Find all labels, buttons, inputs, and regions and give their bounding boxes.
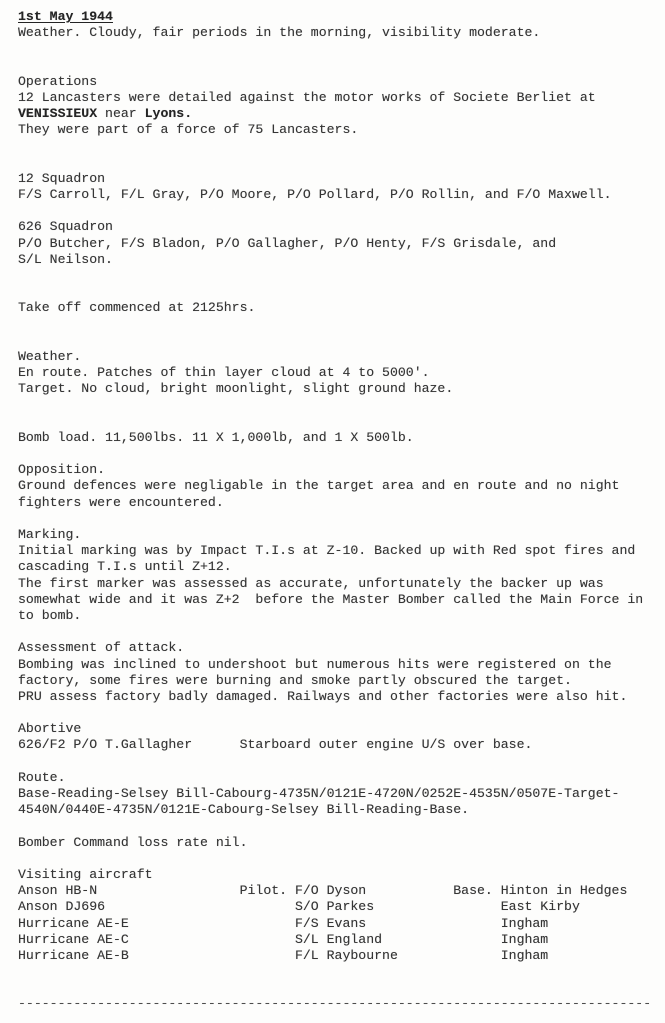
blank-line <box>18 284 665 300</box>
opposition-heading: Opposition. <box>18 462 106 478</box>
abortive-heading: Abortive <box>18 721 82 737</box>
operations-detail-line: 12 Lancasters were detailed against the motor works of Societe Berliet at <box>18 89 596 105</box>
bomb-load-line: Bomb load. 11,500lbs. 11 X 1,000lb, and 1 X 500lb. <box>18 429 414 445</box>
blank-line <box>18 980 665 996</box>
visiting-aircraft-row: Anson DJ696 S/O Parkes East Kirby <box>18 899 580 915</box>
blank-line <box>18 851 665 867</box>
target-name: VENISSIEUX <box>18 106 98 122</box>
target-city: Lyons. <box>144 106 193 122</box>
operations-target-line <box>18 106 665 122</box>
squadron-626-heading: 626 Squadron <box>18 219 113 235</box>
squadron-12-heading: 12 Squadron <box>18 170 106 186</box>
blank-line <box>18 511 665 527</box>
weather-target-line: Target. No cloud, bright moonlight, slight ground haze. <box>18 381 454 397</box>
visiting-aircraft-row: Hurricane AE-C S/L England Ingham <box>18 931 549 947</box>
weather-heading: Weather. <box>18 348 82 364</box>
blank-line <box>18 414 665 430</box>
opposition-detail-line: Ground defences were negligable in the target area and en route and no night <box>18 478 620 494</box>
squadron-626-crews: P/O Butcher, F/S Bladon, P/O Gallagher, P/O Henty, F/S Grisdale, and <box>18 235 557 251</box>
marking-detail-line: cascading T.I.s until Z+12. <box>18 559 232 575</box>
blank-line <box>18 41 665 57</box>
assessment-detail-line: PRU assess factory badly damaged. Railways and other factories were also hit. <box>18 688 628 704</box>
blank-line <box>18 203 665 219</box>
marking-detail-line: to bomb. <box>18 607 82 623</box>
blank-line <box>18 333 665 349</box>
visiting-aircraft-row: Hurricane AE-E F/S Evans Ingham <box>18 915 549 931</box>
page-divider: -------------------------------------------------------------------------------- <box>18 996 652 1012</box>
operations-detail-line: They were part of a force of 75 Lancasters. <box>18 122 359 138</box>
blank-line <box>18 446 665 462</box>
visiting-aircraft-row: Hurricane AE-B F/L Raybourne Ingham <box>18 947 549 963</box>
blank-line <box>18 754 665 770</box>
squadron-626-crews: S/L Neilson. <box>18 251 113 267</box>
route-heading: Route. <box>18 769 66 785</box>
target-connector: near <box>97 106 145 122</box>
blank-line <box>18 58 665 74</box>
blank-line <box>18 705 665 721</box>
blank-line <box>18 155 665 171</box>
weather-summary-line: Weather. Cloudy, fair periods in the morning, visibility moderate. <box>18 25 541 41</box>
assessment-heading: Assessment of attack. <box>18 640 185 656</box>
visiting-aircraft-row: Anson HB-N Pilot. F/O Dyson Base. Hinton in Hedges <box>18 883 628 899</box>
opposition-detail-line: fighters were encountered. <box>18 494 224 510</box>
visiting-aircraft-heading: Visiting aircraft <box>18 866 153 882</box>
weather-enroute-line: En route. Patches of thin layer cloud at 4 to 5000'. <box>18 365 430 381</box>
blank-line <box>18 139 665 155</box>
squadron-12-crews: F/S Carroll, F/L Gray, P/O Moore, P/O Pollard, P/O Rollin, and F/O Maxwell. <box>18 187 612 203</box>
takeoff-line: Take off commenced at 2125hrs. <box>18 300 256 316</box>
marking-heading: Marking. <box>18 527 82 542</box>
blank-line <box>18 624 665 640</box>
blank-line <box>18 398 665 414</box>
assessment-detail-line: factory, some fires were burning and smoke partly obscured the target. <box>18 672 572 688</box>
assessment-detail-line: Bombing was inclined to undershoot but numerous hits were registered on the <box>18 656 612 672</box>
blank-line <box>18 964 665 980</box>
marking-detail-line: somewhat wide and it was Z+2 before the Master Bomber called the Main Force in <box>18 591 644 607</box>
blank-line <box>18 317 665 333</box>
blank-line <box>18 268 665 284</box>
route-line: Base-Reading-Selsey Bill-Cabourg-4735N/0121E-4720N/0252E-4535N/0507E-Target- <box>18 786 620 801</box>
operations-heading: Operations <box>18 73 98 89</box>
marking-detail-line: Initial marking was by Impact T.I.s at Z-10. Backed up with Red spot fires and <box>18 543 636 559</box>
marking-detail-line: The first marker was assessed as accurate, unfortunately the backer up was <box>18 575 604 591</box>
route-line: 4540N/0440E-4735N/0121E-Cabourg-Selsey Bill-Reading-Base. <box>18 802 470 818</box>
operations-record-text <box>18 9 665 1013</box>
abortive-entry: 626/F2 P/O T.Gallagher Starboard outer engine U/S over base. <box>18 737 533 753</box>
loss-rate-line: Bomber Command loss rate nil. <box>18 834 248 850</box>
blank-line <box>18 818 665 834</box>
date-heading: 1st May 1944 <box>18 9 113 24</box>
